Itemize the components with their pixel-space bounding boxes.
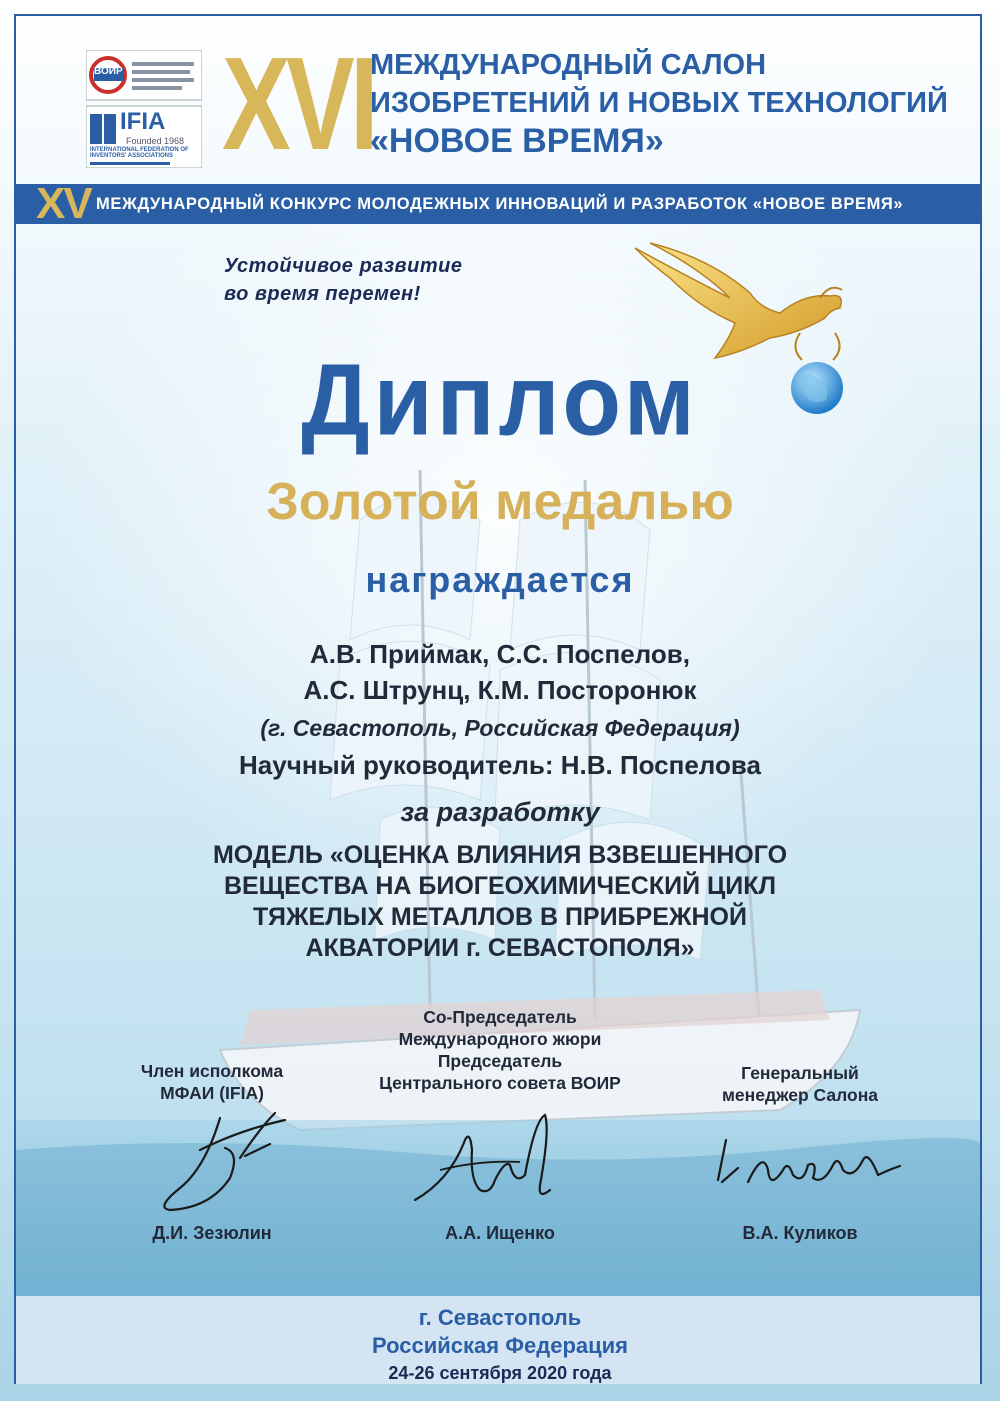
project-title-line4: АКВАТОРИИ г. СЕВАСТОПОЛЯ» [305,934,695,962]
signature-center-icon [410,1110,580,1210]
signatory-center-role-line1: Со-Председатель [423,1007,577,1027]
project-title-line2: ВЕЩЕСТВА НА БИОГЕОХИМИЧЕСКИЙ ЦИКЛ [223,872,777,900]
signature-right-icon [708,1130,908,1200]
recipient-names [0,636,1000,708]
signatory-left-role-line2: МФАИ (IFIA) [160,1083,264,1103]
signatory-right-name: В.А. Куликов [742,1223,858,1243]
slogan-line1: Устойчивое развитие [224,255,463,277]
signature-left-icon [150,1108,310,1218]
ifia-founded-text: Founded 1968 [126,136,185,146]
recipient-names-line2: А.С. Штрунц, К.М. Посторонюк [303,675,697,705]
signatory-center-role [340,1006,660,1094]
project-title-line3: ТЯЖЕЛЫХ МЕТАЛЛОВ В ПРИБРЕЖНОЙ [253,903,747,931]
footer-city: г. Севастополь [418,1305,582,1330]
footer-dates: 24-26 сентября 2020 года [388,1363,612,1383]
signatory-right-role-line1: Генеральный [741,1063,859,1083]
signatory-left-role [92,1060,332,1104]
project-title [0,840,1000,964]
scientific-supervisor: Научный руководитель: Н.В. Поспелова [239,750,761,780]
organizer-logos [86,50,202,173]
signatory-center-role-line2: Международного жюри [398,1029,602,1049]
salon-title-line2: ИЗОБРЕТЕНИЙ И НОВЫХ ТЕХНОЛОГИЙ [370,87,948,119]
medal-title: Золотой медалью [266,473,734,531]
signatory-left-role-line1: Член исполкома [140,1061,284,1081]
signatory-right-role [680,1062,920,1106]
ifia-logo-text: IFIA [120,108,166,135]
signatory-left-name: Д.И. Зезюлин [152,1223,272,1243]
slogan [224,252,462,308]
salon-title-line1: МЕЖДУНАРОДНЫЙ САЛОН [370,49,767,81]
footer-location [0,1304,1000,1386]
diploma-title: Диплом [301,344,699,457]
ifia-caption-text: INTERNATIONAL FEDERATION OF INVENTORS' ASSOCIATIONS [90,147,200,159]
signatory-center-role-line3: Председатель [437,1051,563,1071]
signatory-center-role-line4: Центрального совета ВОИР [379,1073,621,1093]
for-development-label: за разработку [400,797,600,827]
signatory-center-name: А.А. Ищенко [445,1223,555,1243]
awarded-label: награждается [365,559,635,600]
recipient-city: (г. Севастополь, Российская Федерация) [260,715,740,741]
footer-country: Российская Федерация [372,1333,628,1358]
recipient-names-line1: А.В. Приймак, С.С. Поспелов, [310,639,690,669]
contest-title: МЕЖДУНАРОДНЫЙ КОНКУРС МОЛОДЕЖНЫХ ИННОВАЦИЙ И РАЗРАБОТОК «НОВОЕ ВРЕМЯ» [96,195,904,213]
edition-numeral: XVI [222,30,374,177]
salon-title-line3: «НОВОЕ ВРЕМЯ» [370,122,664,160]
salon-title [370,46,970,160]
project-title-line1: МОДЕЛЬ «ОЦЕНКА ВЛИЯНИЯ ВЗВЕШЕННОГО [212,841,788,869]
contest-numeral: XV [36,179,91,228]
slogan-line2: во время перемен! [224,283,421,305]
voir-logo-text: ВОИР [94,66,123,77]
signatory-right-role-line2: менеджер Салона [721,1085,878,1105]
